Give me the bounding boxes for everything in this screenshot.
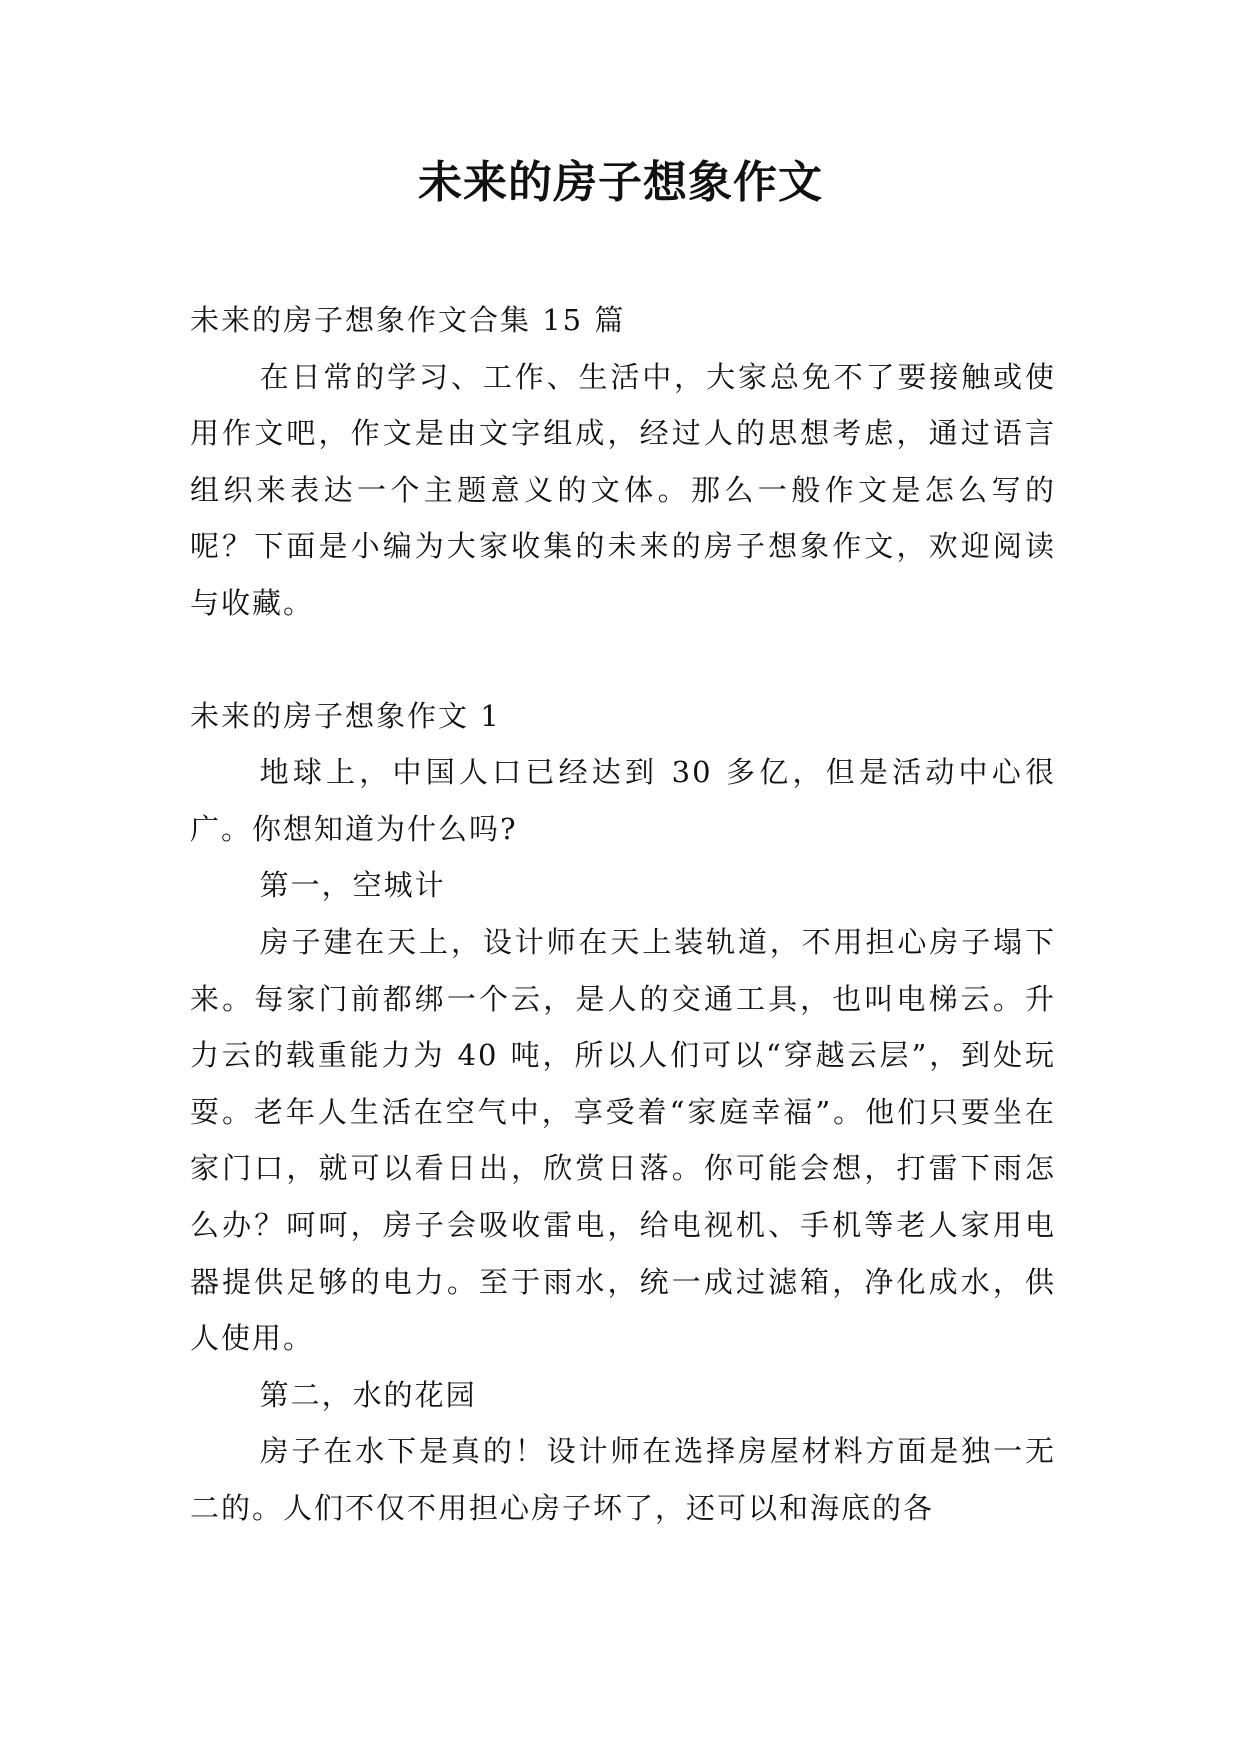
essay-paragraph: 房子建在天上，设计师在天上装轨道，不用担心房子塌下来。每家门前都绑一个云，是人的交通工具，也叫电梯云。升力云的载重能力为 40 吨，所以人们可以“穿越云层”，到处玩耍。老年人生活在空气中，享受着“家庭幸福”。他们只要坐在家门口，就可以看日出，欣赏日落。你可能会想，打雷下雨怎么办？呵呵，房子会吸收雷电，给电视机、手机等老人家用电器提供足够的电力。至于雨水，统一成过滤箱，净化成水，供人使用。 [190,924,1056,1356]
section-title: 第一，空城计 [259,868,446,903]
intro-paragraph: 在日常的学习、工作、生活中，大家总免不了要接触或使用作文吧，作文是由文字组成，经过人的思想考虑，通过语言组织来表达一个主题意义的文体。那么一般作文是怎么写的呢？下面是小编为大家收集的未来的房子想象作文，欢迎阅读与收藏。 [190,359,1056,620]
essay-paragraph: 地球上，中国人口已经达到 30 多亿，但是活动中心很广。你想知道为什么吗? [190,755,1056,846]
section-gap [190,632,1056,688]
essay-heading: 未来的房子想象作文 1 [190,698,501,733]
collection-heading: 未来的房子想象作文合集 15 篇 [190,303,626,337]
document-title: 未来的房子想象作文 [418,157,823,208]
document-body [190,292,1056,1536]
section-title: 第二，水的花园 [259,1377,477,1412]
essay-paragraph: 房子在水下是真的！设计师在选择房屋材料方面是独一无二的。人们不仅不用担心房子坏了，还可以和海底的各 [190,1434,1056,1525]
